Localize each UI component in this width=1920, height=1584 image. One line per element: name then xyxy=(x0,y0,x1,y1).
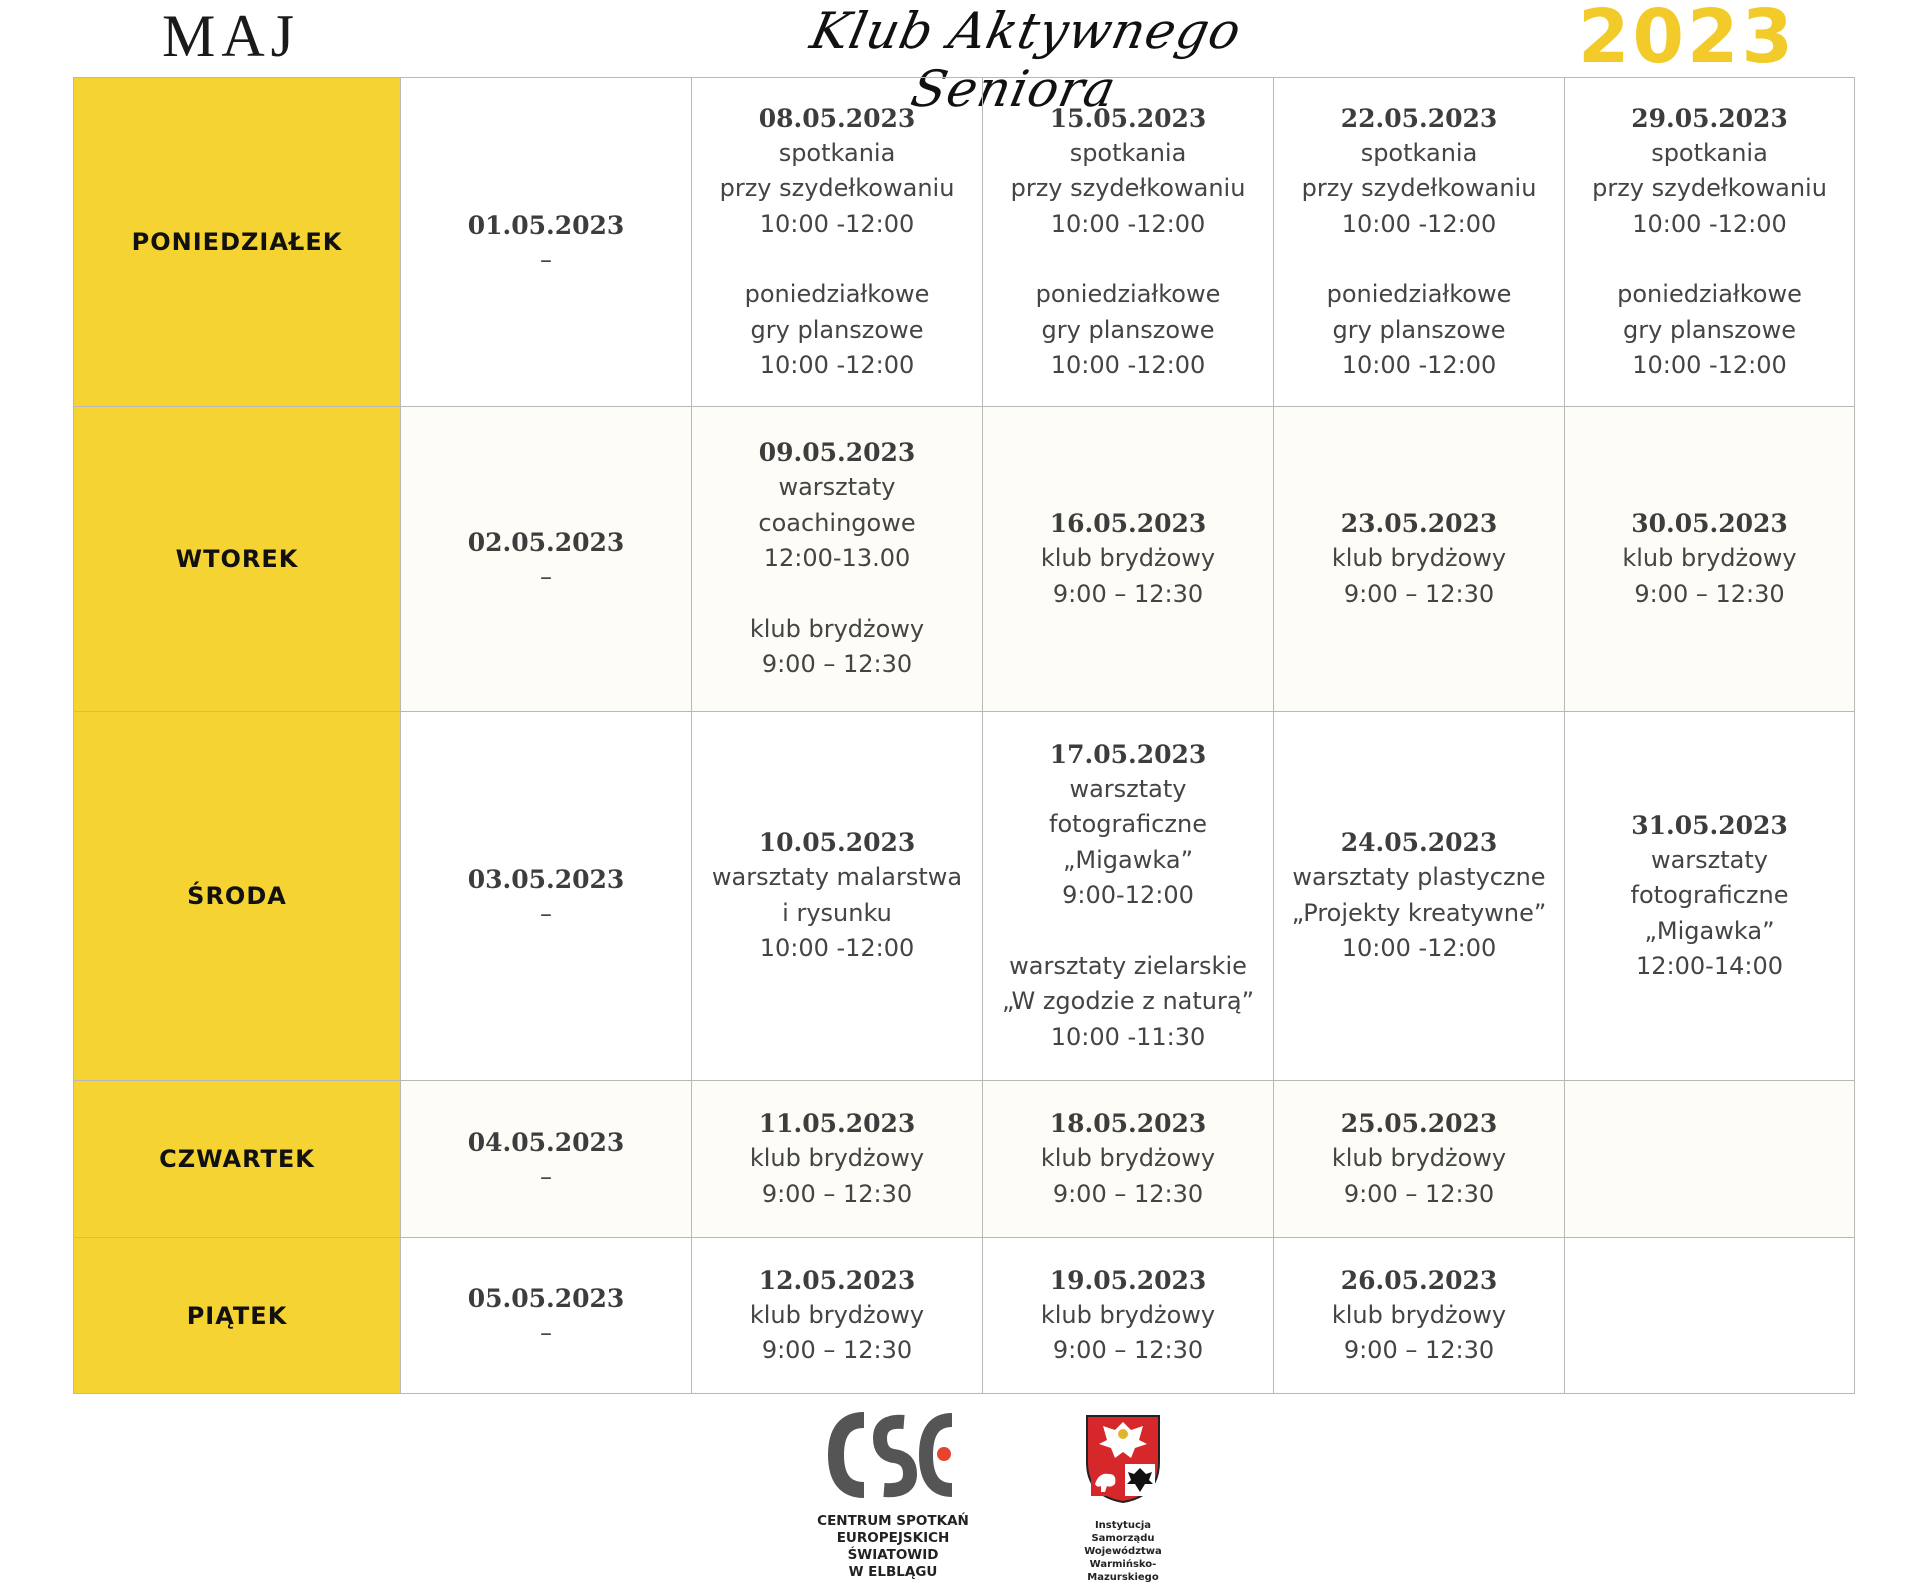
event-date: 01.05.2023 xyxy=(467,210,625,240)
event-line: klub brydżowy xyxy=(1040,544,1216,572)
cse-logo-mark xyxy=(828,1410,958,1500)
event-line: fotograficzne xyxy=(1049,810,1207,839)
event-line: „Migawka” xyxy=(1063,845,1193,874)
empty-dash: – xyxy=(540,562,552,591)
schedule-cell xyxy=(983,712,1274,1081)
event-date: 09.05.2023 xyxy=(758,438,916,468)
block-gap xyxy=(1278,242,1560,277)
schedule-body xyxy=(74,78,1855,1394)
event-date: 22.05.2023 xyxy=(1340,103,1498,133)
event-line: klub brydżowy xyxy=(1040,1300,1216,1329)
event-line: „W zgodzie z naturą” xyxy=(1001,987,1254,1016)
schedule-cell xyxy=(1274,712,1565,1081)
block-gap xyxy=(696,242,978,277)
year-title: 2023 xyxy=(1578,0,1796,80)
event-line: przy szydełkowaniu xyxy=(1592,174,1827,202)
event-line: 10:00 -12:00 xyxy=(1341,351,1497,379)
event-line: klub brydżowy xyxy=(749,1300,925,1329)
event-line: 9:00 – 12:30 xyxy=(1634,579,1785,608)
event-line: 9:00 – 12:30 xyxy=(1052,1179,1204,1208)
event-line: 10:00 -12:00 xyxy=(1341,934,1497,963)
event-date: 26.05.2023 xyxy=(1340,1265,1498,1295)
day-label: ŚRODA xyxy=(74,712,401,1081)
event-date: 12.05.2023 xyxy=(758,1265,916,1295)
day-label: PIĄTEK xyxy=(74,1238,401,1394)
schedule-cell xyxy=(692,1238,983,1394)
footer-line: EUROPEJSKICH ŚWIATOWID xyxy=(836,1530,950,1563)
event-line: poniedziałkowe xyxy=(1326,280,1512,308)
empty-dash: – xyxy=(540,1319,552,1347)
footer-line: W ELBLĄGU xyxy=(848,1564,938,1580)
event-line: klub brydżowy xyxy=(1331,544,1507,572)
region-crest xyxy=(1058,1414,1188,1584)
event-line: fotograficzne xyxy=(1630,881,1789,909)
block-gap xyxy=(987,242,1269,277)
footer-line: Samorządu Województwa xyxy=(1084,1533,1162,1557)
event-line: warsztaty zielarskie xyxy=(1009,951,1247,980)
day-label: PONIEDZIAŁEK xyxy=(74,78,401,407)
event-line: 10:00 -12:00 xyxy=(759,934,915,963)
event-line: 10:00 -12:00 xyxy=(759,209,915,238)
event-line: 10:00 -12:00 xyxy=(1050,209,1206,238)
schedule-cell xyxy=(401,1081,692,1238)
event-line: i rysunku xyxy=(782,898,892,927)
event-line: gry planszowe xyxy=(750,315,924,344)
empty-dash: – xyxy=(540,899,552,928)
crest-label xyxy=(1058,1519,1188,1584)
event-line: warsztaty malarstwa xyxy=(711,863,963,892)
event-date: 03.05.2023 xyxy=(467,864,625,894)
event-date: 15.05.2023 xyxy=(1049,103,1207,133)
event-date: 18.05.2023 xyxy=(1049,1109,1207,1138)
event-line: gry planszowe xyxy=(1332,315,1506,344)
footer-line: CENTRUM SPOTKAŃ xyxy=(817,1513,969,1529)
event-date: 29.05.2023 xyxy=(1631,103,1788,133)
event-date: 05.05.2023 xyxy=(467,1284,625,1313)
footer-line: Warmińsko-Mazurskiego xyxy=(1087,1559,1159,1583)
event-line: klub brydżowy xyxy=(749,1144,925,1172)
schedule-cell xyxy=(692,78,983,407)
event-date: 16.05.2023 xyxy=(1049,509,1207,538)
event-line: 9:00 – 12:30 xyxy=(761,1179,913,1208)
cse-logo xyxy=(793,1410,993,1581)
event-line: 9:00-12:00 xyxy=(1062,881,1194,910)
schedule-cell xyxy=(401,407,692,712)
schedule-cell xyxy=(1274,78,1565,407)
schedule-cell xyxy=(983,1081,1274,1238)
event-date: 08.05.2023 xyxy=(758,103,916,133)
event-date: 02.05.2023 xyxy=(467,527,625,557)
event-date: 31.05.2023 xyxy=(1631,810,1788,840)
event-line: „Migawka” xyxy=(1644,916,1775,945)
event-line: gry planszowe xyxy=(1041,315,1215,344)
schedule-cell xyxy=(1274,1238,1565,1394)
event-line: 9:00 – 12:30 xyxy=(761,650,913,679)
event-line: coachingowe xyxy=(758,508,916,537)
event-line: klub brydżowy xyxy=(1040,1144,1216,1172)
schedule-cell xyxy=(983,1238,1274,1394)
schedule-cell xyxy=(1274,407,1565,712)
event-line: 10:00 -12:00 xyxy=(1632,209,1787,238)
schedule-cell xyxy=(401,78,692,407)
block-gap xyxy=(1569,242,1850,277)
schedule-row xyxy=(74,78,1855,407)
event-line: 12:00-14:00 xyxy=(1636,952,1783,980)
empty-dash: – xyxy=(540,245,552,274)
schedule-cell xyxy=(983,78,1274,407)
schedule-row xyxy=(74,1081,1855,1238)
event-line: 12:00-13.00 xyxy=(763,544,911,573)
event-line: przy szydełkowaniu xyxy=(1010,174,1246,202)
coat-of-arms-icon xyxy=(1085,1414,1161,1504)
schedule-row xyxy=(74,712,1855,1081)
event-line: 10:00 -12:00 xyxy=(1632,351,1787,379)
schedule-cell xyxy=(1565,1238,1855,1394)
event-line: 10:00 -11:30 xyxy=(1050,1022,1206,1051)
schedule-row xyxy=(74,1238,1855,1394)
event-line: poniedziałkowe xyxy=(1617,280,1802,308)
block-gap xyxy=(696,577,978,612)
schedule-cell xyxy=(401,1238,692,1394)
schedule-cell xyxy=(1565,78,1855,407)
event-line: 10:00 -12:00 xyxy=(1050,351,1206,379)
event-date: 19.05.2023 xyxy=(1049,1265,1207,1295)
event-line: klub brydżowy xyxy=(1331,1144,1507,1172)
event-line: przy szydełkowaniu xyxy=(719,174,955,202)
block-gap xyxy=(987,914,1269,949)
event-line: klub brydżowy xyxy=(1331,1300,1507,1329)
event-line: klub brydżowy xyxy=(749,614,925,643)
schedule-cell xyxy=(692,1081,983,1238)
event-line: poniedziałkowe xyxy=(1035,280,1221,308)
event-line: „Projekty kreatywne” xyxy=(1291,898,1547,927)
event-date: 25.05.2023 xyxy=(1340,1109,1498,1138)
schedule-cell xyxy=(1274,1081,1565,1238)
schedule-cell xyxy=(1565,1081,1855,1238)
event-line: poniedziałkowe xyxy=(744,280,930,308)
schedule-cell xyxy=(401,712,692,1081)
footer-line: Instytucja xyxy=(1094,1520,1152,1531)
schedule-table xyxy=(73,77,1855,1394)
cse-logo-label xyxy=(793,1513,993,1581)
event-date: 04.05.2023 xyxy=(467,1127,625,1157)
month-title: MAJ xyxy=(162,3,301,69)
event-line: spotkania xyxy=(1651,138,1768,167)
day-label: WTOREK xyxy=(74,407,401,712)
event-line: 9:00 – 12:30 xyxy=(1343,1179,1495,1208)
day-label: CZWARTEK xyxy=(74,1081,401,1238)
event-date: 10.05.2023 xyxy=(758,828,916,858)
club-title: Klub Aktywnego Seniora xyxy=(805,2,1247,118)
schedule-cell xyxy=(692,712,983,1081)
event-line: 9:00 – 12:30 xyxy=(1343,579,1495,608)
event-date: 24.05.2023 xyxy=(1340,828,1498,858)
schedule-cell xyxy=(1565,407,1855,712)
event-line: 9:00 – 12:30 xyxy=(1052,579,1204,608)
event-line: 9:00 – 12:30 xyxy=(1052,1336,1204,1364)
event-line: warsztaty xyxy=(1650,845,1769,874)
empty-dash: – xyxy=(540,1162,552,1191)
event-line: gry planszowe xyxy=(1623,315,1796,344)
event-date: 30.05.2023 xyxy=(1631,509,1788,538)
schedule-cell xyxy=(1565,712,1855,1081)
event-date: 11.05.2023 xyxy=(758,1109,916,1138)
event-line: spotkania xyxy=(1069,138,1187,167)
event-date: 23.05.2023 xyxy=(1340,509,1498,538)
schedule-cell xyxy=(692,407,983,712)
event-line: 9:00 – 12:30 xyxy=(761,1336,913,1364)
event-line: warsztaty xyxy=(1069,774,1187,803)
event-line: 10:00 -12:00 xyxy=(759,351,915,379)
event-line: warsztaty xyxy=(778,473,896,502)
event-line: przy szydełkowaniu xyxy=(1301,174,1537,202)
event-line: spotkania xyxy=(778,138,896,167)
schedule-row xyxy=(74,407,1855,712)
event-line: warsztaty plastyczne xyxy=(1292,863,1546,892)
event-line: 9:00 – 12:30 xyxy=(1343,1336,1495,1364)
schedule-cell xyxy=(983,407,1274,712)
event-line: klub brydżowy xyxy=(1622,544,1797,572)
event-line: 10:00 -12:00 xyxy=(1341,209,1497,238)
event-date: 17.05.2023 xyxy=(1049,739,1207,769)
event-line: spotkania xyxy=(1360,138,1478,167)
